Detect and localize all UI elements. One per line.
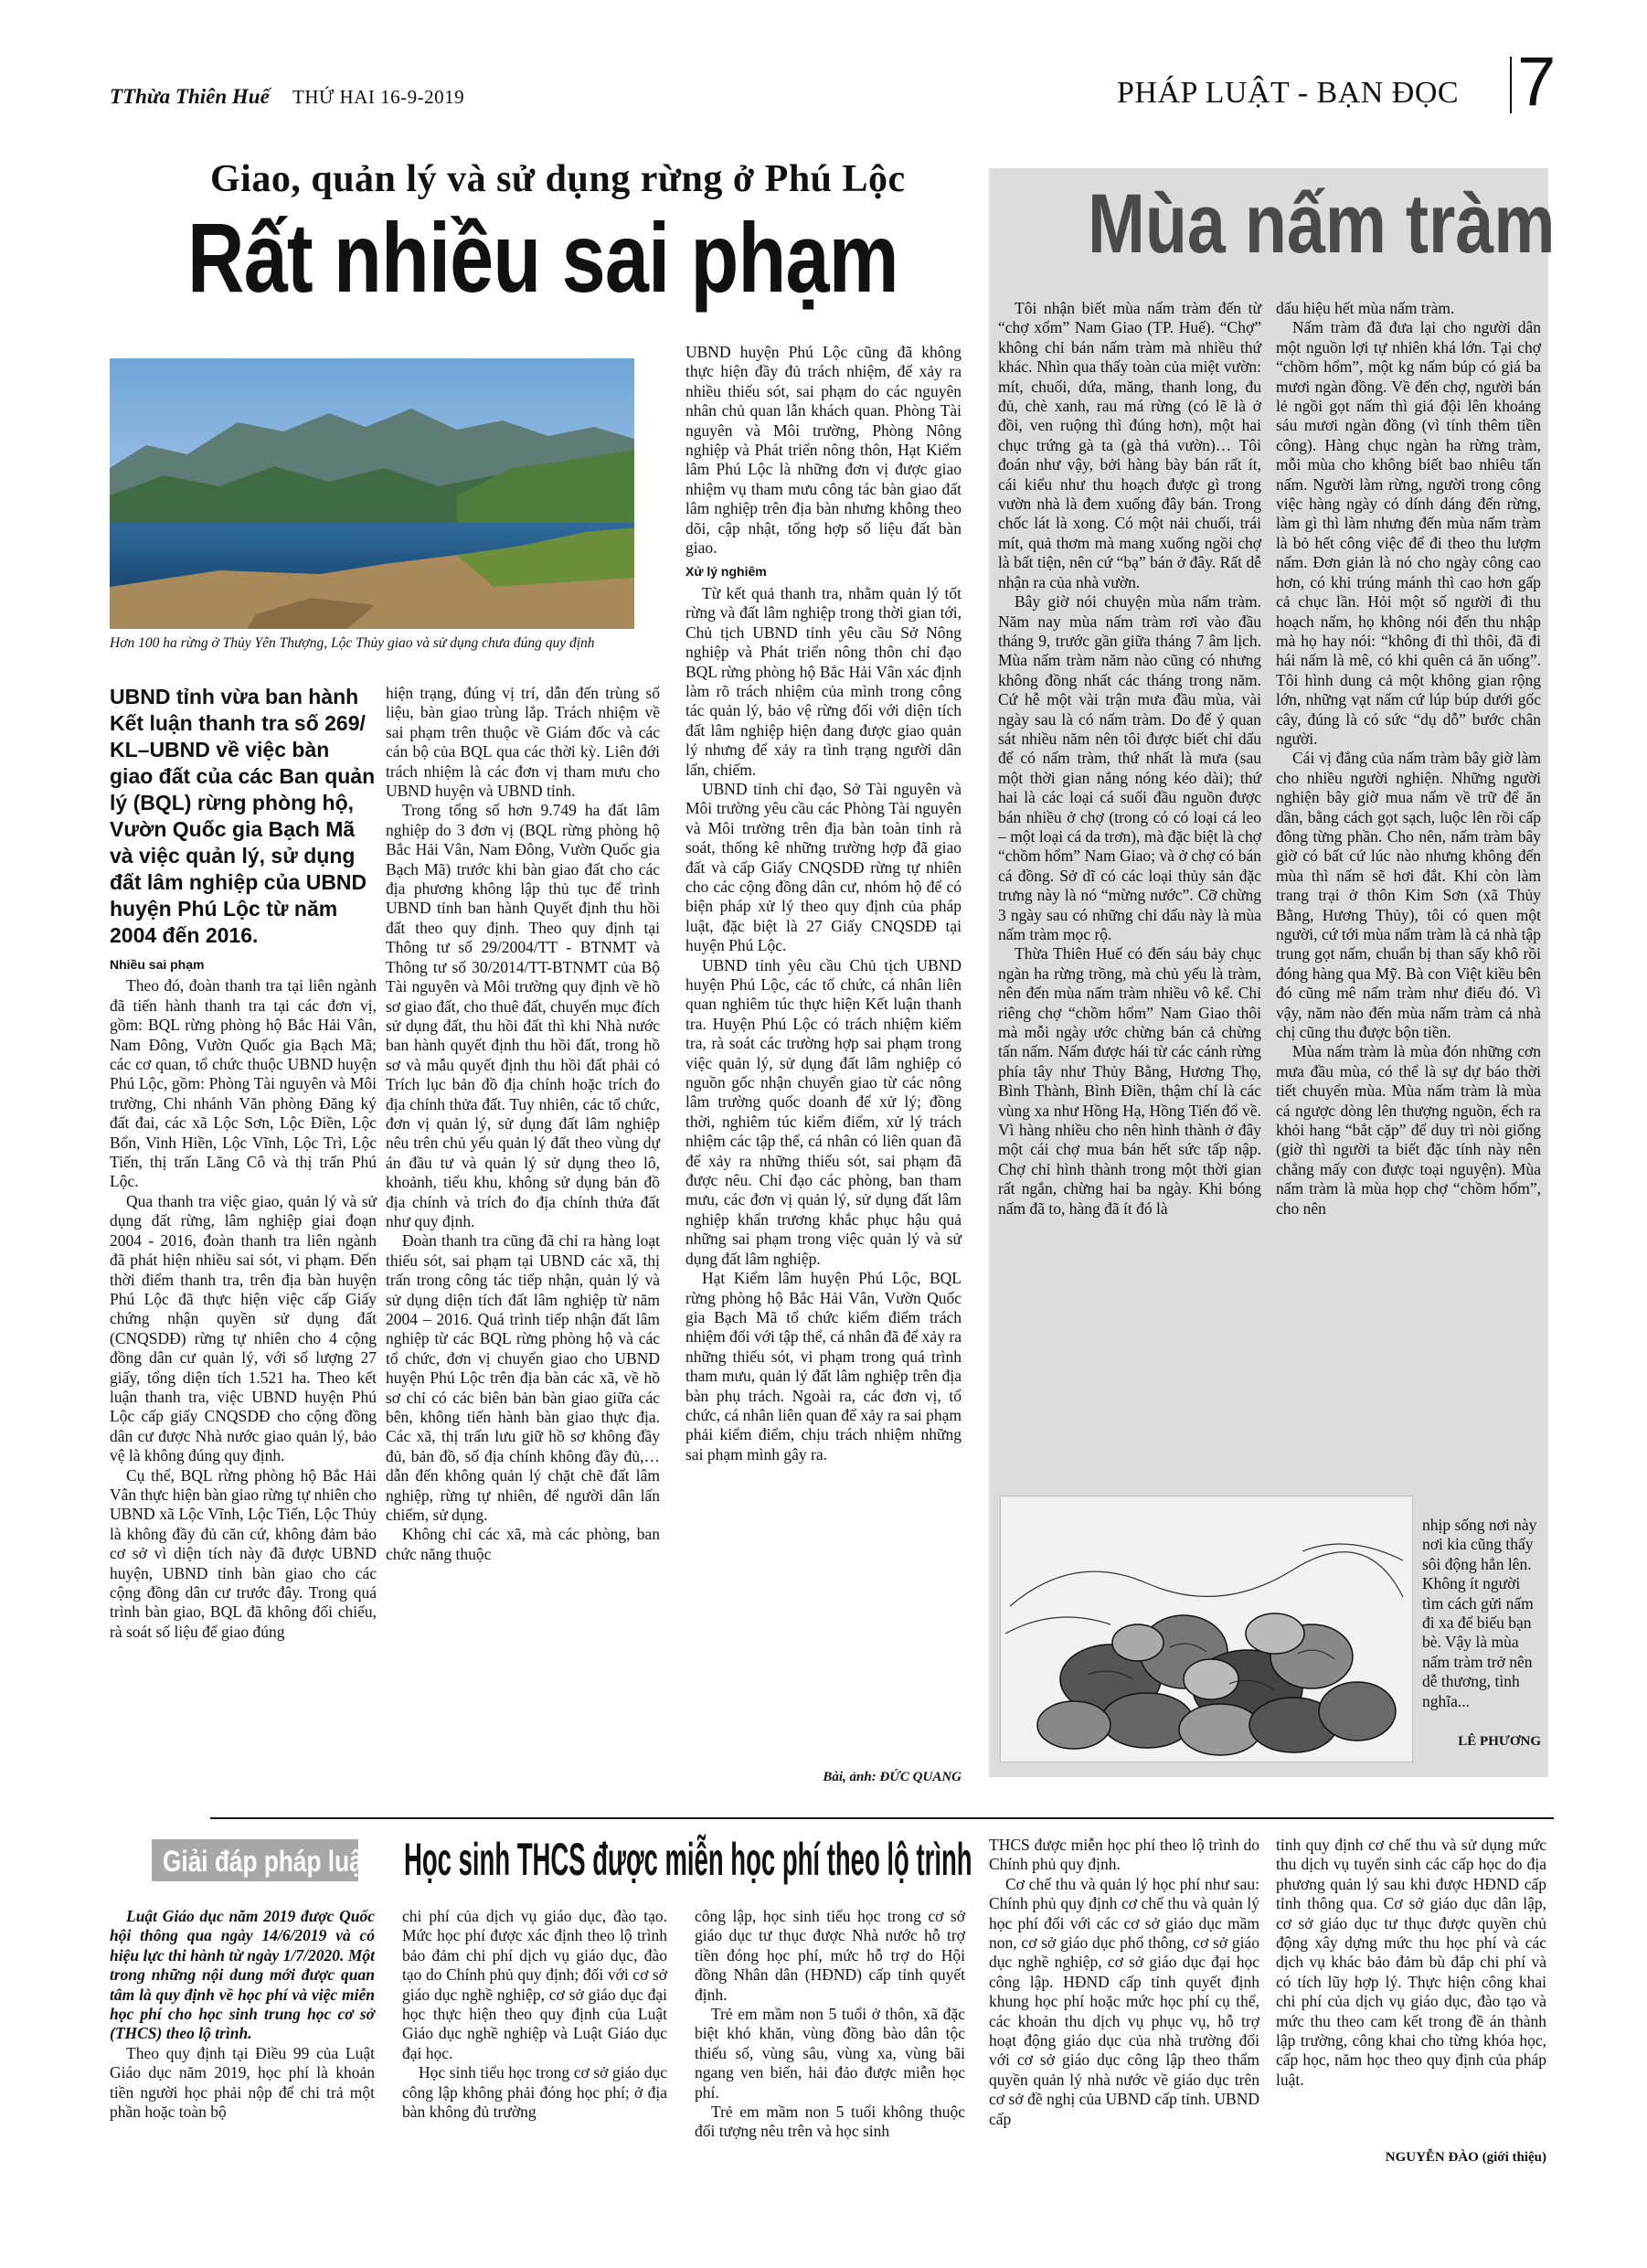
paragraph: tỉnh quy định cơ chế thu và sử dụng mức thu dịch vụ tuyển sinh các cấp học do địa phương quản lý sau khi được HĐND cấp tỉnh thông qua. Cơ sở giáo dục dân lập, cơ sở giáo dục tư thục được quyền chủ động xây dựng mức thu học phí và các dịch vụ khác bảo đảm bù đắp chi phí và có tích lũy hợp lý. Thực hiện công khai chi phí của dịch vụ giáo dục, đào tạo và mức thu theo cam kết trong đề án thành lập trường, công khai cho từng khóa học, cấp học, năm học theo quy định của pháp luật.: [1276, 1836, 1546, 2089]
main-column-2: [386, 684, 660, 1564]
sidebar-headline: Mùa nấm tràm: [1088, 177, 1556, 271]
paragraph: Tôi nhận biết mùa nấm tràm đến từ “chợ xổm” Nam Giao (TP. Huế). “Chợ” không chỉ bán nấm tràm mà nhiều thứ khác. Nhìn qua thấy toàn của miệt vườn: mít, chuối, dứa, măng, thanh long, đu đủ, chè xanh, rau má rừng (có lẽ là ở đồi, ven ruộng thì đúng hơn), một hai chục trứng gà ta (gà thả vườn)… Tôi đoán như vậy, bởi hàng bày bán rất ít, cái kiểu như thu hoạch được gì trong vườn nhà là đem xuống đây bán. Trong chốc lát là xong. Có một nải chuối, trái mít, quả thơm mà mang xuống ngồi chợ là bất tiện, nên cứ “bạ” bán ở đây. Rất dễ nhận ra của nhà vườn.: [998, 299, 1261, 591]
paragraph: UBND tỉnh chỉ đạo, Sở Tài nguyên và Môi trường yêu cầu các Phòng Tài nguyên và Môi trường trên địa bàn toàn tỉnh rà soát, thống kê những trường hợp đã giao đất và cấp Giấy CNQSDĐ rừng tự nhiên cho các cộng đồng dân cư, nhóm hộ để có biện pháp xử lý theo quy định của pháp luật, đặc biệt là 27 Giấy CNQSDĐ tại huyện Phú Lộc.: [685, 779, 962, 955]
masthead: TThừa Thiên Huế: [110, 85, 270, 108]
sidebar-column-2-tail: [1422, 1516, 1541, 1711]
subheading-xu-ly-nghiem: Xử lý nghiêm: [685, 564, 767, 580]
paragraph: Theo quy định tại Điều 99 của Luật Giáo dục năm 2019, học phí là khoản tiền người học phải nộp để chi trả một phần hoặc toàn bộ: [110, 2043, 375, 2122]
photo-caption: Hơn 100 ha rừng ở Thủy Yên Thượng, Lộc Thủy giao và sử dụng chưa đúng quy định: [110, 635, 595, 651]
page-header: [0, 0, 1647, 128]
page-number: 7: [1517, 43, 1557, 121]
paragraph: Cái vị đắng của nấm tràm bây giờ làm cho nhiều người nghiện. Những người nghiện bây giờ mua nấm về trữ để ăn dần, bằng cách gọt sạch, luộc lên rồi cấp đông từng phần. Cho nên, nấm tràm bây giờ có bất cứ lúc nào nhưng không đến mùa thì nấm sẽ hơi đắt. Khi còn làm trang trại ở thôn Kim Sơn (xã Thủy Bằng, Hương Thủy), tôi có quen một người, cứ tới mùa nấm tràm là cả nhà tập trung gọt nấm, chuẩn bị than sấy khô rồi đóng hàng qua Mỹ. Bà con Việt kiều bên đó cũng mê nấm tràm như điếu đó. Vì vậy, năm nào đến mùa nấm tràm cả nhà chị cũng thu được bộn tiền.: [1276, 749, 1541, 1042]
paragraph: Học sinh tiểu học trong cơ sở giáo dục công lập không phải đóng học phí; ở địa bàn không đủ trường: [402, 2063, 667, 2122]
paragraph: Hạt Kiểm lâm huyện Phú Lộc, BQL rừng phòng hộ Bắc Hải Vân, Vườn Quốc gia Bạch Mã tổ chức kiểm điểm trách nhiệm đối với tập thể, cá nhân đã để xảy ra những thiếu sót, vi phạm trong quá trình tham mưu, quản lý đất lâm nghiệp trên địa bàn phụ trách. Ngoài ra, các đơn vị, tổ chức, cá nhân liên quan để xảy ra sai phạm phải kiểm điểm, chịu trách nhiệm những sai phạm mình gây ra.: [685, 1269, 962, 1464]
section-title: PHÁP LUẬT - BẠN ĐỌC: [1117, 76, 1460, 110]
article-photo: [110, 358, 634, 629]
paragraph: Không chỉ các xã, mà các phòng, ban chức năng thuộc: [386, 1525, 660, 1563]
masthead-logo-mark: T: [110, 85, 123, 108]
paragraph: Theo đó, đoàn thanh tra tại liên ngành đã tiến hành thanh tra tại các đơn vị, gồm: BQL rừng phòng hộ Bắc Hải Vân, Nam Đông, Vườn Quốc gia Bạch Mã; các cơ quan, tổ chức thuộc UBND huyện Phú Lộc, gồm: Phòng Tài nguyên và Môi trường, Chi nhánh Văn phòng Đăng ký đất đai, các xã Lộc Sơn, Lộc Điền, Lộc Bổn, Vinh Hiền, Lộc Vĩnh, Lộc Trì, Lộc Tiến, thị trấn Lăng Cô và thị trấn Phú Lộc.: [110, 976, 377, 1191]
mountain-lake-photo: [110, 358, 634, 629]
header-divider: [1510, 57, 1512, 113]
column-label: Giải đáp pháp luật: [163, 1845, 371, 1878]
paragraph: Bây giờ nói chuyện mùa nấm tràm. Năm nay mùa nấm tràm rơi vào đầu tháng 9, trước gần giữa tháng 7 âm lịch. Mùa nấm tràm năm nào cũng có nhưng không đồng nhất các tháng trong năm. Cứ hễ một vài trận mưa đầu mùa, vài ngày sau là có nấm tràm. Do để ý quan sát nhiều năm nên tôi được biết chỉ dấu để có nấm tràm, thứ nhất là mưa (sau một thời gian nắng nóng kéo dài); thứ hai là các loại cá suối đầu nguồn được bán nhiều ở chợ (trong có có loại cá leo – một loại cá da trơn), mà đặc biệt là chợ “chồm hổm” Nam Giao; và ở chợ có bán cá đồng. Sở dĩ có các loại thủy sản đặc trưng này là nó “mừng nước”. Cỡ chừng 3 ngày sau có những chỉ dấu này là mùa nấm tràm mọc rộ.: [998, 592, 1261, 943]
paragraph: Trẻ em mầm non 5 tuổi ở thôn, xã đặc biệt khó khăn, vùng đồng bào dân tộc thiểu số, vùng sâu, vùng xa, vùng bãi ngang ven biển, hải đảo được miễn học phí.: [695, 2005, 965, 2102]
bottom-intro: Luật Giáo dục năm 2019 được Quốc hội thông qua ngày 14/6/2019 và có hiệu lực thi hành từ ngày 1/7/2020. Một trong những nội dung mới được quan tâm là quy định về học phí và việc miễn học phí cho học sinh trung học cơ sở (THCS) theo lộ trình.: [110, 1907, 375, 2043]
paragraph: Đoàn thanh tra cũng đã chỉ ra hàng loạt thiếu sót, sai phạm tại UBND các xã, thị trấn trong công tác tiếp nhận, quản lý và sử dụng diện tích đất lâm nghiệp từ năm 2004 – 2016. Quá trình tiếp nhận đất lâm nghiệp từ các BQL rừng phòng hộ và các tổ chức, đơn vị chuyển giao cho UBND huyện Phú Lộc trên địa bàn các xã, về hồ sơ chỉ có các biên bản bàn giao giữa các bên, không tiến hành bàn giao thực địa. Các xã, thị trấn lưu giữ hồ sơ không đầy đủ, bản đồ, số địa chính không đầy đủ,… dẫn đến không quản lý chặt chẽ đất lâm nghiệp, rừng tự nhiên, để người dân lấn chiếm, sử dụng.: [386, 1231, 660, 1525]
paragraph: UBND huyện Phú Lộc cũng đã không thực hiện đầy đủ trách nhiệm, để xảy ra nhiều thiếu sót, sai phạm do các nguyên nhân chủ quan lẫn khách quan. Phòng Tài nguyên và Môi trường, Phòng Nông nghiệp và Phát triển nông thôn, Hạt Kiểm lâm Phú Lộc là những đơn vị được giao nhiệm vụ tham mưu công tác bàn giao đất lâm nghiệp trên địa bàn nhưng không theo dõi, cập nhật, tổng hợp số liệu đất bàn giao.: [685, 343, 962, 558]
paragraph: THCS được miễn học phí theo lộ trình do Chính phủ quy định.: [989, 1836, 1259, 1874]
subheading-nhieu-sai-pham: Nhiều sai phạm: [110, 957, 205, 972]
main-byline: Bài, ảnh: ĐỨC QUANG: [823, 1770, 962, 1784]
main-column-1: [110, 951, 377, 1642]
article-kicker: Giao, quản lý và sử dụng rừng ở Phú Lộc: [210, 158, 906, 200]
bottom-column-4: [989, 1836, 1259, 2129]
issue-date: THỨ HAI 16-9-2019: [292, 86, 465, 108]
paragraph: Thừa Thiên Huế có đến sáu bảy chục ngàn ha rừng trồng, mà chủ yếu là tràm, nên đến mùa nấm tràm nhiều vô kể. Chỉ riêng chợ “chồm hổm” Nam Giao thôi mà mỗi ngày ước chừng bán cả chừng tấn nấm. Nấm được hái từ các cánh rừng phía tây như Thủy Bằng, Hương Thọ, Bình Thành, Bình Điền, thậm chí là các vùng xa như Hồng Hạ, Hồng Tiến đổ về. Vì hàng nhiều cho nên hình thành ở đây một cái chợ mua bán hết sức tấp nập. Chợ chỉ hình thành trong một thời gian rất ngắn, chừng hai ba ngày. Khi bóng nấm đã to, hàng đã ít đó là: [998, 944, 1261, 1218]
sidebar-column-2: [1276, 299, 1541, 1219]
paragraph: Cụ thể, BQL rừng phòng hộ Bắc Hải Vân thực hiện bàn giao rừng tự nhiên cho UBND xã Lộc Vĩnh, Lộc Tiến, Lộc Thủy là không đầy đủ căn cứ, không đảm bảo cơ sở vì diện tích này đã được UBND huyện, UBND tỉnh bàn giao cho các cộng đồng dân cư trước đây. Trong quá trình bàn giao, BQL đã không đối chiếu, rà soát số liệu để giao đúng: [110, 1465, 377, 1641]
paragraph: Từ kết quả thanh tra, nhằm quản lý tốt rừng và đất lâm nghiệp trong thời gian tới, Chủ tịch UBND tỉnh yêu cầu Sở Nông nghiệp và Phát triển nông thôn chỉ đạo BQL rừng phòng hộ Bắc Hải Vân xác định làm rõ trách nhiệm của mình trong công tác quản lý, bảo vệ rừng đối với diện tích đất lâm nghiệp hiện đang được giao quản lý nhưng để xảy ra tình trạng người dân lấn, chiếm.: [685, 583, 962, 779]
paragraph: UBND tỉnh yêu cầu Chủ tịch UBND huyện Phú Lộc, các tổ chức, cá nhân liên quan nghiêm túc thực hiện Kết luận thanh tra. Huyện Phú Lộc có trách nhiệm kiểm tra, rà soát các trường hợp sai phạm trong việc quản lý, sử dụng đất lâm nghiệp có nguồn gốc nhận chuyển giao từ các nông lâm trường quốc doanh để xử lý; đồng thời, nghiêm túc kiểm điểm, xử lý trách nhiệm các tập thể, cá nhân có liên quan đã để xảy ra những thiếu sót, sai phạm đã được nêu. Chỉ đạo các phòng, ban tham mưu, các đơn vị quản lý, sử dụng đất lâm nghiệp khẩn trương khắc phục hậu quả những sai phạm trong việc quản lý và sử dụng đất lâm nghiệp.: [685, 955, 962, 1268]
main-column-3: [685, 343, 962, 1464]
paragraph: Nấm tràm đã đưa lại cho người dân một nguồn lợi tự nhiên khá lớn. Tại chợ “chồm hổm”, một kg nấm búp có giá ba mươi ngàn đồng. Về đến chợ, người bán lẻ ngồi gọt nấm thì giá đội lên khoảng sáu mươi ngàn đồng (vì tính thêm tiền công). Hàng chục ngàn ha rừng tràm, mỗi mùa cho không biết bao nhiêu tấn nấm. Người làm rừng, người trong công việc hàng ngày có dính dáng đến rừng, làm gì thì làm nhưng đến mùa nấm tràm là bỏ hết công việc để đi theo thu lượm nấm. Đơn giản là nó cho ngày công cao hơn, có khi trúng mánh thì cao hơn gấp cả chục lần. Hỏi một số người đi thu hoạch nấm, họ không nói đến thu nhập mà họ hay nói: “không đi thì thôi, đã đi hái nấm là mê, có khi quên cả ăn uống”. Tôi hình dung cả một không gian rộng lớn, những vạt nấm cứ lúp búp dưới gốc cây, đúng là có sức “dụ dỗ” bước chân người.: [1276, 318, 1541, 748]
paragraph: chi phí của dịch vụ giáo dục, đào tạo. Mức học phí được xác định theo lộ trình bảo đảm chi phí dịch vụ giáo dục, đào tạo do Chính phủ quy định; đối với cơ sở giáo dục nghề nghiệp, cơ sở giáo dục đại học thực hiện theo quy định của Luật Giáo dục nghề nghiệp và Luật Giáo dục đại học.: [402, 1907, 667, 2062]
mushroom-pile-sketch: [1001, 1496, 1412, 1762]
bottom-headline: Học sinh THCS được miễn học phí theo lộ trình: [404, 1834, 972, 1885]
sidebar-column-1: [998, 299, 1261, 1219]
paragraph: dấu hiệu hết mùa nấm tràm.: [1276, 299, 1455, 317]
paragraph: Mùa nấm tràm là mùa đón những cơn mưa đầu mùa, có thể là sự dự báo thời tiết chuyển mùa. Mùa nấm tràm là mùa cá ngược dòng lên thượng nguồn, ếch ra khỏi hang “bắt cặp” để duy trì nòi giống (giờ thì người ta biết đặc tính này nên chẳng mấy con được toại nguyện). Mùa nấm tràm là mùa họp chợ “chồm hổm”, cho nên: [1276, 1042, 1541, 1218]
bottom-column-5: [1276, 1836, 1546, 2090]
bottom-column-3: [695, 1907, 965, 2142]
mushroom-illustration: [1000, 1496, 1413, 1762]
bottom-byline: NGUYỄN ĐÀO (giới thiệu): [1385, 2150, 1546, 2165]
article-lead: UBND tỉnh vừa ban hành Kết luận thanh tra số 269/ KL–UBND về việc bàn giao đất của các Ban quản lý (BQL) rừng phòng hộ, Vườn Quốc gia Bạch Mã và việc quản lý, sử dụng đất lâm nghiệp của UBND huyện Phú Lộc từ năm 2004 đến 2016.: [110, 685, 376, 947]
paragraph: hiện trạng, đúng vị trí, dẫn đến trùng số liệu, bàn giao trùng lắp. Trách nhiệm về sai phạm trên thuộc về Giám đốc và các cán bộ của BQL qua các thời kỳ. Liên đới trách nhiệm là các đơn vị tham mưu cho UBND huyện và UBND tỉnh.: [386, 684, 660, 801]
paragraph: Cơ chế thu và quản lý học phí như sau: Chính phủ quy định cơ chế thu và quản lý học phí đối với các cơ sở giáo dục mầm non, cơ sở giáo dục phổ thông, cơ sở giáo dục nghề nghiệp, cơ sở giáo dục đại học công lập. HĐND cấp tỉnh quyết định khung học phí hoặc mức học phí cụ thể, các khoản thu dịch vụ phục vụ, hỗ trợ hoạt động giáo dục của nhà trường đối với cơ sở giáo dục công lập theo thẩm quyền quản lý nhà nước về giáo dục trên cơ sở đề nghị của UBND cấp tỉnh. UBND cấp: [989, 1874, 1259, 2128]
article-headline: Rất nhiều sai phạm: [187, 202, 898, 313]
bottom-column-2: [402, 1907, 667, 2122]
paragraph: nhịp sống nơi này nơi kia cũng thấy sôi động hẳn lên. Không ít người tìm cách gửi nấm đi xa để biếu bạn bè. Vậy là mùa nấm tràm trở nên dễ thương, tình nghĩa...: [1422, 1516, 1537, 1710]
bottom-column-1: [110, 1907, 375, 2122]
paragraph: Qua thanh tra việc giao, quản lý và sử dụng đất rừng, lâm nghiệp giai đoạn 2004 - 2016, đoàn thanh tra liên ngành đã phát hiện nhiều sai sót, vi phạm. Đến thời điểm thanh tra, trên địa bàn huyện Phú Lộc đã thực hiện việc cấp Giấy chứng nhận quyền sử dụng đất (CNQSDĐ) rừng tự nhiên cho 4 cộng đồng dân cư quản lý, với số lượng 27 giấy, tổng diện tích 1.521 ha. Theo kết luận thanh tra, việc UBND huyện Phú Lộc cấp giấy CNQSDĐ cho cộng đồng dân cư được Nhà nước giao quản lý, bảo vệ là không đúng quy định.: [110, 1191, 377, 1465]
paragraph: công lập, học sinh tiểu học trong cơ sở giáo dục tư thục được Nhà nước hỗ trợ tiền đóng học phí, mức hỗ trợ do Hội đồng Nhân dân (HĐND) cấp tỉnh quyết định.: [695, 1907, 965, 2004]
bottom-divider: [210, 1817, 1554, 1819]
paragraph: Trong tổng số hơn 9.749 ha đất lâm nghiệp do 3 đơn vị (BQL rừng phòng hộ Bắc Hải Vân, Nam Đông, Vườn Quốc gia Bạch Mã) trước khi bàn giao đất cho các địa phương không lập thủ tục để trình UBND tỉnh ban hành Quyết định thu hồi đất theo quy định. Theo quy định tại Thông tư số 29/2004/TT - BTNMT và Thông tư số 30/2014/TT-BTNMT của Bộ Tài nguyên và Môi trường quy định về hồ sơ giao đất, cho thuê đất, chuyển mục đích sử dụng đất, thu hồi đất thì khi Nhà nước ban hành quyết định thu hồi đất, trong hồ sơ và mẫu quyết định thu hồi đất phải có Trích lục bản đồ địa chính hoặc trích đo địa chính thửa đất. Tuy nhiên, các tổ chức, đơn vị quản lý, sử dụng đất lâm nghiệp nêu trên chủ yếu quản lý đất theo vùng dự án đầu tư và quản lý sử dụng theo lô, khoảnh, tiểu khu, không sử dụng bản đồ địa chính và trích đo địa chính thửa đất như quy định.: [386, 801, 660, 1230]
paragraph: Trẻ em mầm non 5 tuổi không thuộc đối tượng nêu trên và học sinh: [695, 2103, 965, 2141]
sidebar-byline: LÊ PHƯƠNG: [1458, 1734, 1541, 1749]
